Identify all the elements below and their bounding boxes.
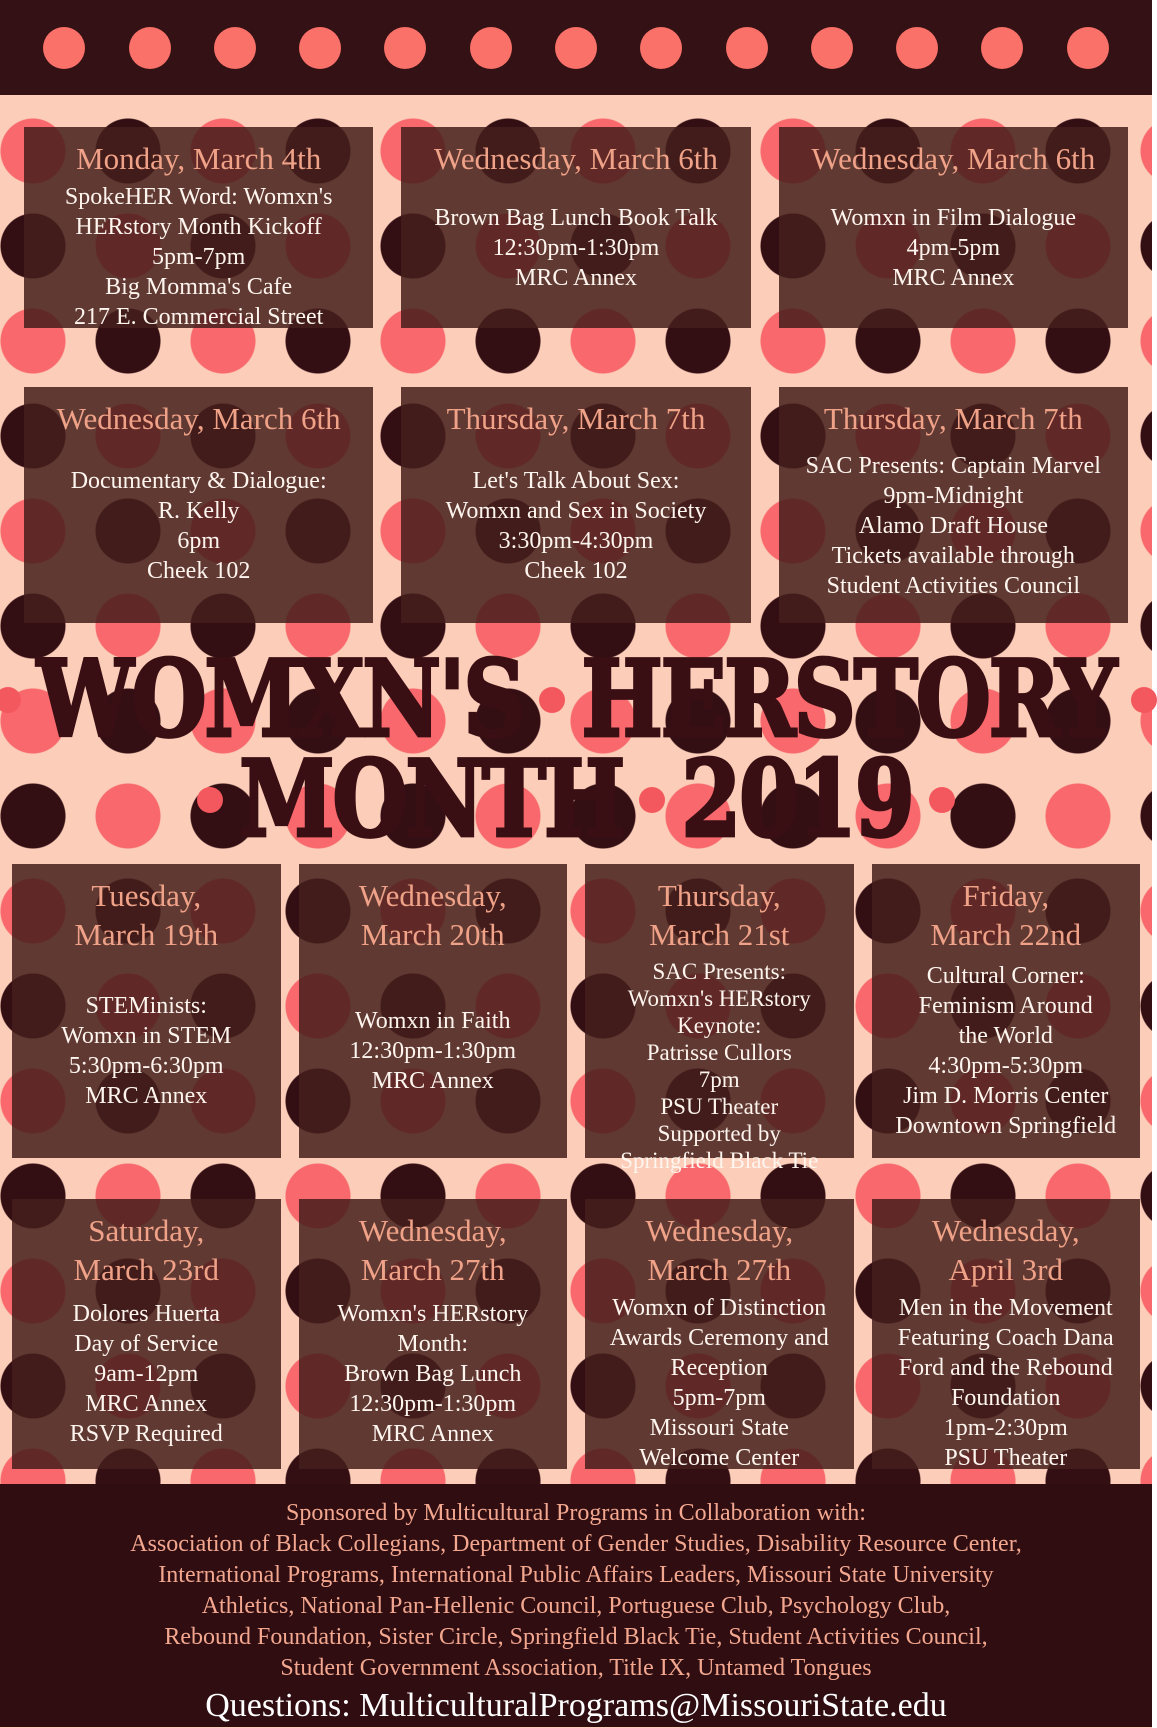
polka-dot-icon: [726, 27, 768, 69]
polka-dot-icon: [214, 27, 256, 69]
title-word: 2019: [681, 737, 913, 861]
title-word: MONTH: [239, 737, 624, 861]
event-line: Featuring Coach Dana: [897, 1325, 1114, 1351]
event-details: [34, 438, 363, 613]
event-line: Missouri State: [649, 1415, 789, 1441]
event-card-march-23: [12, 1199, 281, 1469]
event-date-line: March 22nd: [930, 917, 1082, 952]
event-date-line: Thursday,: [657, 878, 781, 913]
sponsor-line: International Programs, International Public Affairs Leaders, Missouri State University: [158, 1562, 994, 1588]
event-line: Reception: [670, 1355, 768, 1381]
event-date-line: Wednesday,: [358, 1213, 507, 1248]
event-line: Awards Ceremony and: [609, 1325, 829, 1351]
title-dot-icon: [639, 787, 665, 813]
event-line: Supported by: [657, 1121, 781, 1146]
title-dot-icon: [197, 787, 223, 813]
polka-dot-icon: [811, 27, 853, 69]
event-line: Big Momma's Cafe: [105, 274, 293, 300]
event-details: [411, 438, 740, 613]
event-line: Feminism Around: [918, 993, 1093, 1019]
event-line: 12:30pm-1:30pm: [492, 235, 660, 261]
event-line: Cheek 102: [524, 557, 628, 584]
polka-dot-icon: [896, 27, 938, 69]
event-date-line: March 20th: [360, 917, 505, 952]
event-date-line: Tuesday,: [91, 878, 202, 913]
event-line: MRC Annex: [514, 265, 637, 291]
sponsor-line: Athletics, National Pan-Hellenic Council, Portuguese Club, Psychology Club,: [201, 1593, 951, 1619]
event-card-march-20: [299, 864, 568, 1158]
event-line: Welcome Center: [639, 1445, 800, 1471]
event-date: [309, 876, 558, 954]
event-date-line: Friday,: [962, 878, 1050, 913]
event-date-line: April 3rd: [948, 1252, 1063, 1287]
event-line: 4:30pm-5:30pm: [928, 1053, 1084, 1079]
event-line: Springfield Black Tie: [620, 1148, 819, 1173]
event-date: [22, 1211, 271, 1289]
event-line: Cheek 102: [147, 557, 251, 584]
poster-title: [0, 637, 1152, 861]
event-line: 217 E. Commercial Street: [74, 304, 324, 330]
event-line: 7pm: [698, 1067, 740, 1092]
event-date-line: Wednesday,: [645, 1213, 794, 1248]
sponsors-footer: [0, 1484, 1152, 1727]
event-details: [595, 954, 844, 1178]
event-line: Foundation: [951, 1385, 1061, 1411]
polka-dot-icon: [981, 27, 1023, 69]
event-date: Monday, March 4th: [76, 141, 322, 176]
event-line: Womxn of Distinction: [612, 1295, 827, 1321]
event-line: 5pm-7pm: [152, 244, 246, 270]
event-line: 1pm-2:30pm: [943, 1415, 1068, 1441]
event-card-march-27-awards: [585, 1199, 854, 1469]
sponsor-line: Rebound Foundation, Sister Circle, Springfield Black Tie, Student Activities Council,: [164, 1624, 988, 1650]
polka-dot-icon: [555, 27, 597, 69]
sponsor-line: Sponsored by Multicultural Programs in Collaboration with:: [286, 1500, 866, 1526]
sponsor-line: Student Government Association, Title IX, Untamed Tongues: [280, 1655, 872, 1681]
event-date: Thursday, March 7th: [446, 401, 706, 436]
event-line: SAC Presents: Captain Marvel: [805, 452, 1101, 479]
event-line: Ford and the Rebound: [898, 1355, 1113, 1381]
event-date: [595, 876, 844, 954]
event-line: SAC Presents:: [652, 959, 787, 984]
event-card-march-6-film: [779, 127, 1128, 328]
polka-dot-icon: [43, 27, 85, 69]
event-line: Brown Bag Lunch: [344, 1361, 522, 1387]
event-card-march-6-documentary: [24, 387, 373, 623]
events-row-4: [12, 1199, 1140, 1469]
event-card-march-21: [585, 864, 854, 1173]
event-date-line: March 21st: [649, 917, 790, 952]
event-line: MRC Annex: [371, 1068, 494, 1094]
event-details: [595, 1289, 844, 1477]
event-card-march-7-talk: [401, 387, 750, 623]
event-line: Womxn and Sex in Society: [445, 497, 707, 524]
event-date: [22, 876, 271, 954]
polka-dot-icon: [384, 27, 426, 69]
event-date: [882, 876, 1131, 954]
title-dot-icon: [1131, 687, 1157, 713]
event-card-march-19: [12, 864, 281, 1158]
title-word: HERSTORY: [581, 637, 1115, 761]
polka-dot-icon: [640, 27, 682, 69]
title-dot-icon: [929, 787, 955, 813]
event-date: Wednesday, March 6th: [434, 141, 718, 176]
event-line: Men in the Movement: [898, 1295, 1113, 1321]
event-line: 4pm-5pm: [906, 235, 1000, 261]
event-line: Jim D. Morris Center: [903, 1083, 1109, 1109]
event-details: [882, 1289, 1131, 1477]
event-line: Keynote:: [677, 1013, 762, 1038]
event-details: [22, 954, 271, 1148]
event-line: Patrisse Cullors: [646, 1040, 792, 1065]
event-card-april-3: [872, 1199, 1141, 1469]
event-line: Tickets available through: [831, 542, 1075, 569]
event-line: Womxn's HERstory: [337, 1301, 529, 1327]
event-date-line: Wednesday,: [358, 878, 507, 913]
event-date: [309, 1211, 558, 1289]
event-line: Let's Talk About Sex:: [472, 467, 680, 494]
event-details: [309, 1289, 558, 1459]
contact-email-line: Questions: MulticulturalPrograms@MissouriState.edu: [205, 1687, 947, 1724]
event-line: SpokeHER Word: Womxn's: [64, 184, 333, 210]
event-details: [22, 1289, 271, 1459]
event-details: [882, 954, 1131, 1148]
event-line: Student Activities Council: [826, 572, 1080, 599]
event-line: Documentary & Dialogue:: [70, 467, 327, 494]
poster-title-line-2: [0, 737, 1152, 861]
top-bar: [0, 0, 1152, 95]
event-date: Thursday, March 7th: [823, 401, 1083, 436]
event-line: Womxn's HERstory: [627, 986, 811, 1011]
event-date-line: Wednesday,: [931, 1213, 1080, 1248]
event-date: [882, 1211, 1131, 1289]
event-line: 12:30pm-1:30pm: [349, 1038, 517, 1064]
event-line: 6pm: [177, 527, 220, 554]
event-line: Alamo Draft House: [858, 512, 1048, 539]
event-line: Dolores Huerta: [72, 1301, 220, 1327]
event-line: the World: [958, 1023, 1053, 1049]
event-line: PSU Theater: [660, 1094, 779, 1119]
event-details: [411, 178, 740, 318]
event-line: Womxn in Film Dialogue: [830, 205, 1077, 231]
event-details: [34, 178, 363, 336]
events-row-1: [24, 127, 1128, 328]
polka-dot-icon: [129, 27, 171, 69]
title-dot-icon: [0, 687, 21, 713]
event-line: Cultural Corner:: [926, 963, 1085, 989]
event-details: [789, 178, 1118, 318]
event-card-march-7-movie: [779, 387, 1128, 623]
event-line: 12:30pm-1:30pm: [349, 1391, 517, 1417]
event-card-march-6-booktalk: [401, 127, 750, 328]
event-date-line: March 27th: [647, 1252, 792, 1287]
event-line: Day of Service: [74, 1331, 219, 1357]
event-line: Brown Bag Lunch Book Talk: [434, 205, 718, 231]
event-line: MRC Annex: [85, 1083, 208, 1109]
event-card-march-4: [24, 127, 373, 328]
event-line: Downtown Springfield: [895, 1113, 1117, 1139]
event-details: [309, 954, 558, 1148]
sponsor-line: Association of Black Collegians, Department of Gender Studies, Disability Resource Center,: [130, 1531, 1022, 1557]
event-line: Month:: [397, 1331, 469, 1357]
event-line: HERstory Month Kickoff: [75, 214, 322, 240]
event-date-line: Saturday,: [88, 1213, 205, 1248]
event-card-march-27-lunch: [299, 1199, 568, 1469]
polka-dot-icon: [299, 27, 341, 69]
event-line: PSU Theater: [944, 1445, 1068, 1471]
event-line: RSVP Required: [69, 1421, 223, 1447]
event-details: [789, 438, 1118, 613]
events-row-3: [12, 864, 1140, 1173]
event-line: Womxn in Faith: [355, 1008, 511, 1034]
event-date-line: March 27th: [360, 1252, 505, 1287]
event-line: MRC Annex: [892, 265, 1015, 291]
event-line: Womxn in STEM: [61, 1023, 232, 1049]
event-line: MRC Annex: [371, 1421, 494, 1447]
event-line: R. Kelly: [158, 497, 240, 524]
event-line: 5pm-7pm: [672, 1385, 766, 1411]
event-date: [595, 1211, 844, 1289]
poster-title-line-1: [0, 637, 1152, 761]
event-date-line: March 23rd: [73, 1252, 219, 1287]
events-row-2: [24, 387, 1128, 623]
event-line: 3:30pm-4:30pm: [498, 527, 654, 554]
polka-dot-icon: [1067, 27, 1109, 69]
polka-dot-icon: [470, 27, 512, 69]
event-line: 9pm-Midnight: [883, 482, 1024, 509]
event-line: MRC Annex: [85, 1391, 208, 1417]
event-date-line: March 19th: [74, 917, 219, 952]
title-word: WOMXN'S: [37, 637, 524, 761]
event-line: 9am-12pm: [94, 1361, 199, 1387]
event-date: Wednesday, March 6th: [811, 141, 1096, 176]
event-line: 5:30pm-6:30pm: [68, 1053, 224, 1079]
event-line: STEMinists:: [85, 993, 207, 1019]
event-card-march-22: [872, 864, 1141, 1158]
event-date: Wednesday, March 6th: [56, 401, 341, 436]
title-dot-icon: [539, 687, 565, 713]
